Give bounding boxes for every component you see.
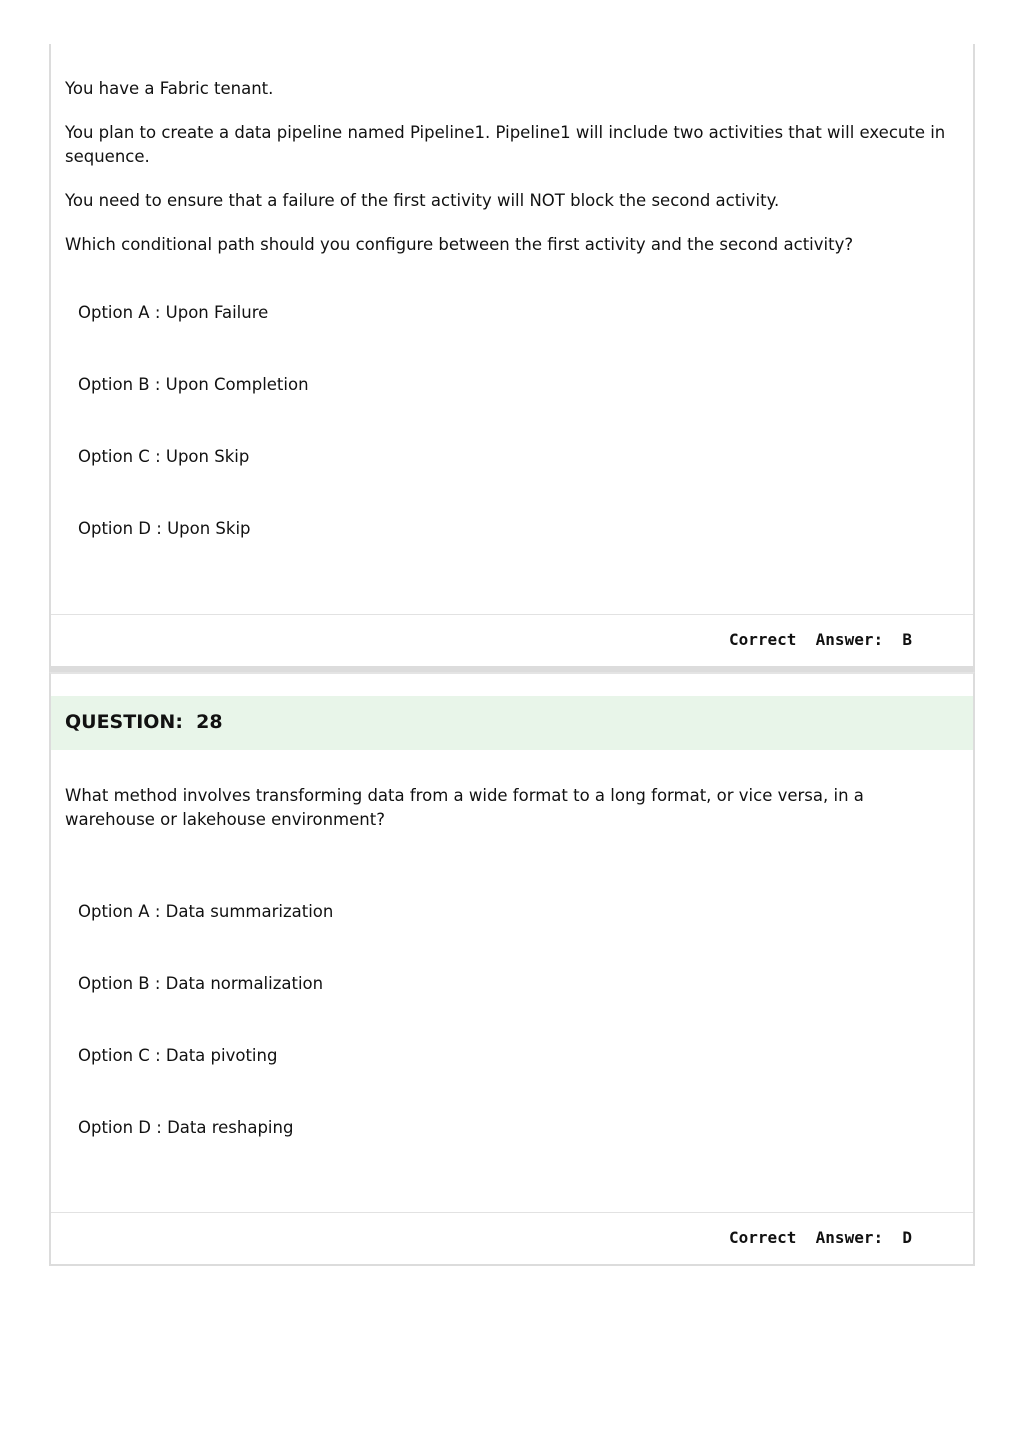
question-28-option-d: Option D : Data reshaping	[78, 1118, 294, 1137]
question-28-paragraph-1: What method involves transforming data from a wide format to a long format, or vice versa, in a warehouse or lakehouse environment?	[65, 786, 864, 829]
question-28-card	[49, 672, 975, 1266]
question-28-answer-row	[51, 1212, 973, 1263]
question-27-option-a: Option A : Upon Failure	[78, 303, 269, 322]
question-28-option-b: Option B : Data normalization	[78, 974, 324, 993]
question-27-paragraph-1: You have a Fabric tenant.	[65, 79, 274, 98]
question-27-option-d: Option D : Upon Skip	[78, 519, 251, 538]
question-27-card	[49, 44, 975, 672]
question-27-correct-answer: Correct Answer: B	[728, 630, 912, 649]
question-27-option-b: Option B : Upon Completion	[78, 375, 309, 394]
question-28-correct-answer: Correct Answer: D	[728, 1228, 912, 1247]
question-27-paragraph-2: You plan to create a data pipeline named Pipeline1. Pipeline1 will include two activities that will execute in sequence.	[65, 123, 946, 166]
question-28-option-a: Option A : Data summarization	[78, 902, 334, 921]
question-28-option-c: Option C : Data pivoting	[78, 1046, 278, 1065]
question-27-paragraph-3: You need to ensure that a failure of the first activity will NOT block the second activity.	[65, 191, 780, 210]
question-28-title: QUESTION: 28	[65, 711, 223, 733]
question-27-paragraph-4: Which conditional path should you configure between the first activity and the second activity?	[65, 235, 854, 254]
question-28-header	[51, 696, 973, 750]
question-27-option-c: Option C : Upon Skip	[78, 447, 250, 466]
question-27-answer-row	[51, 614, 973, 665]
